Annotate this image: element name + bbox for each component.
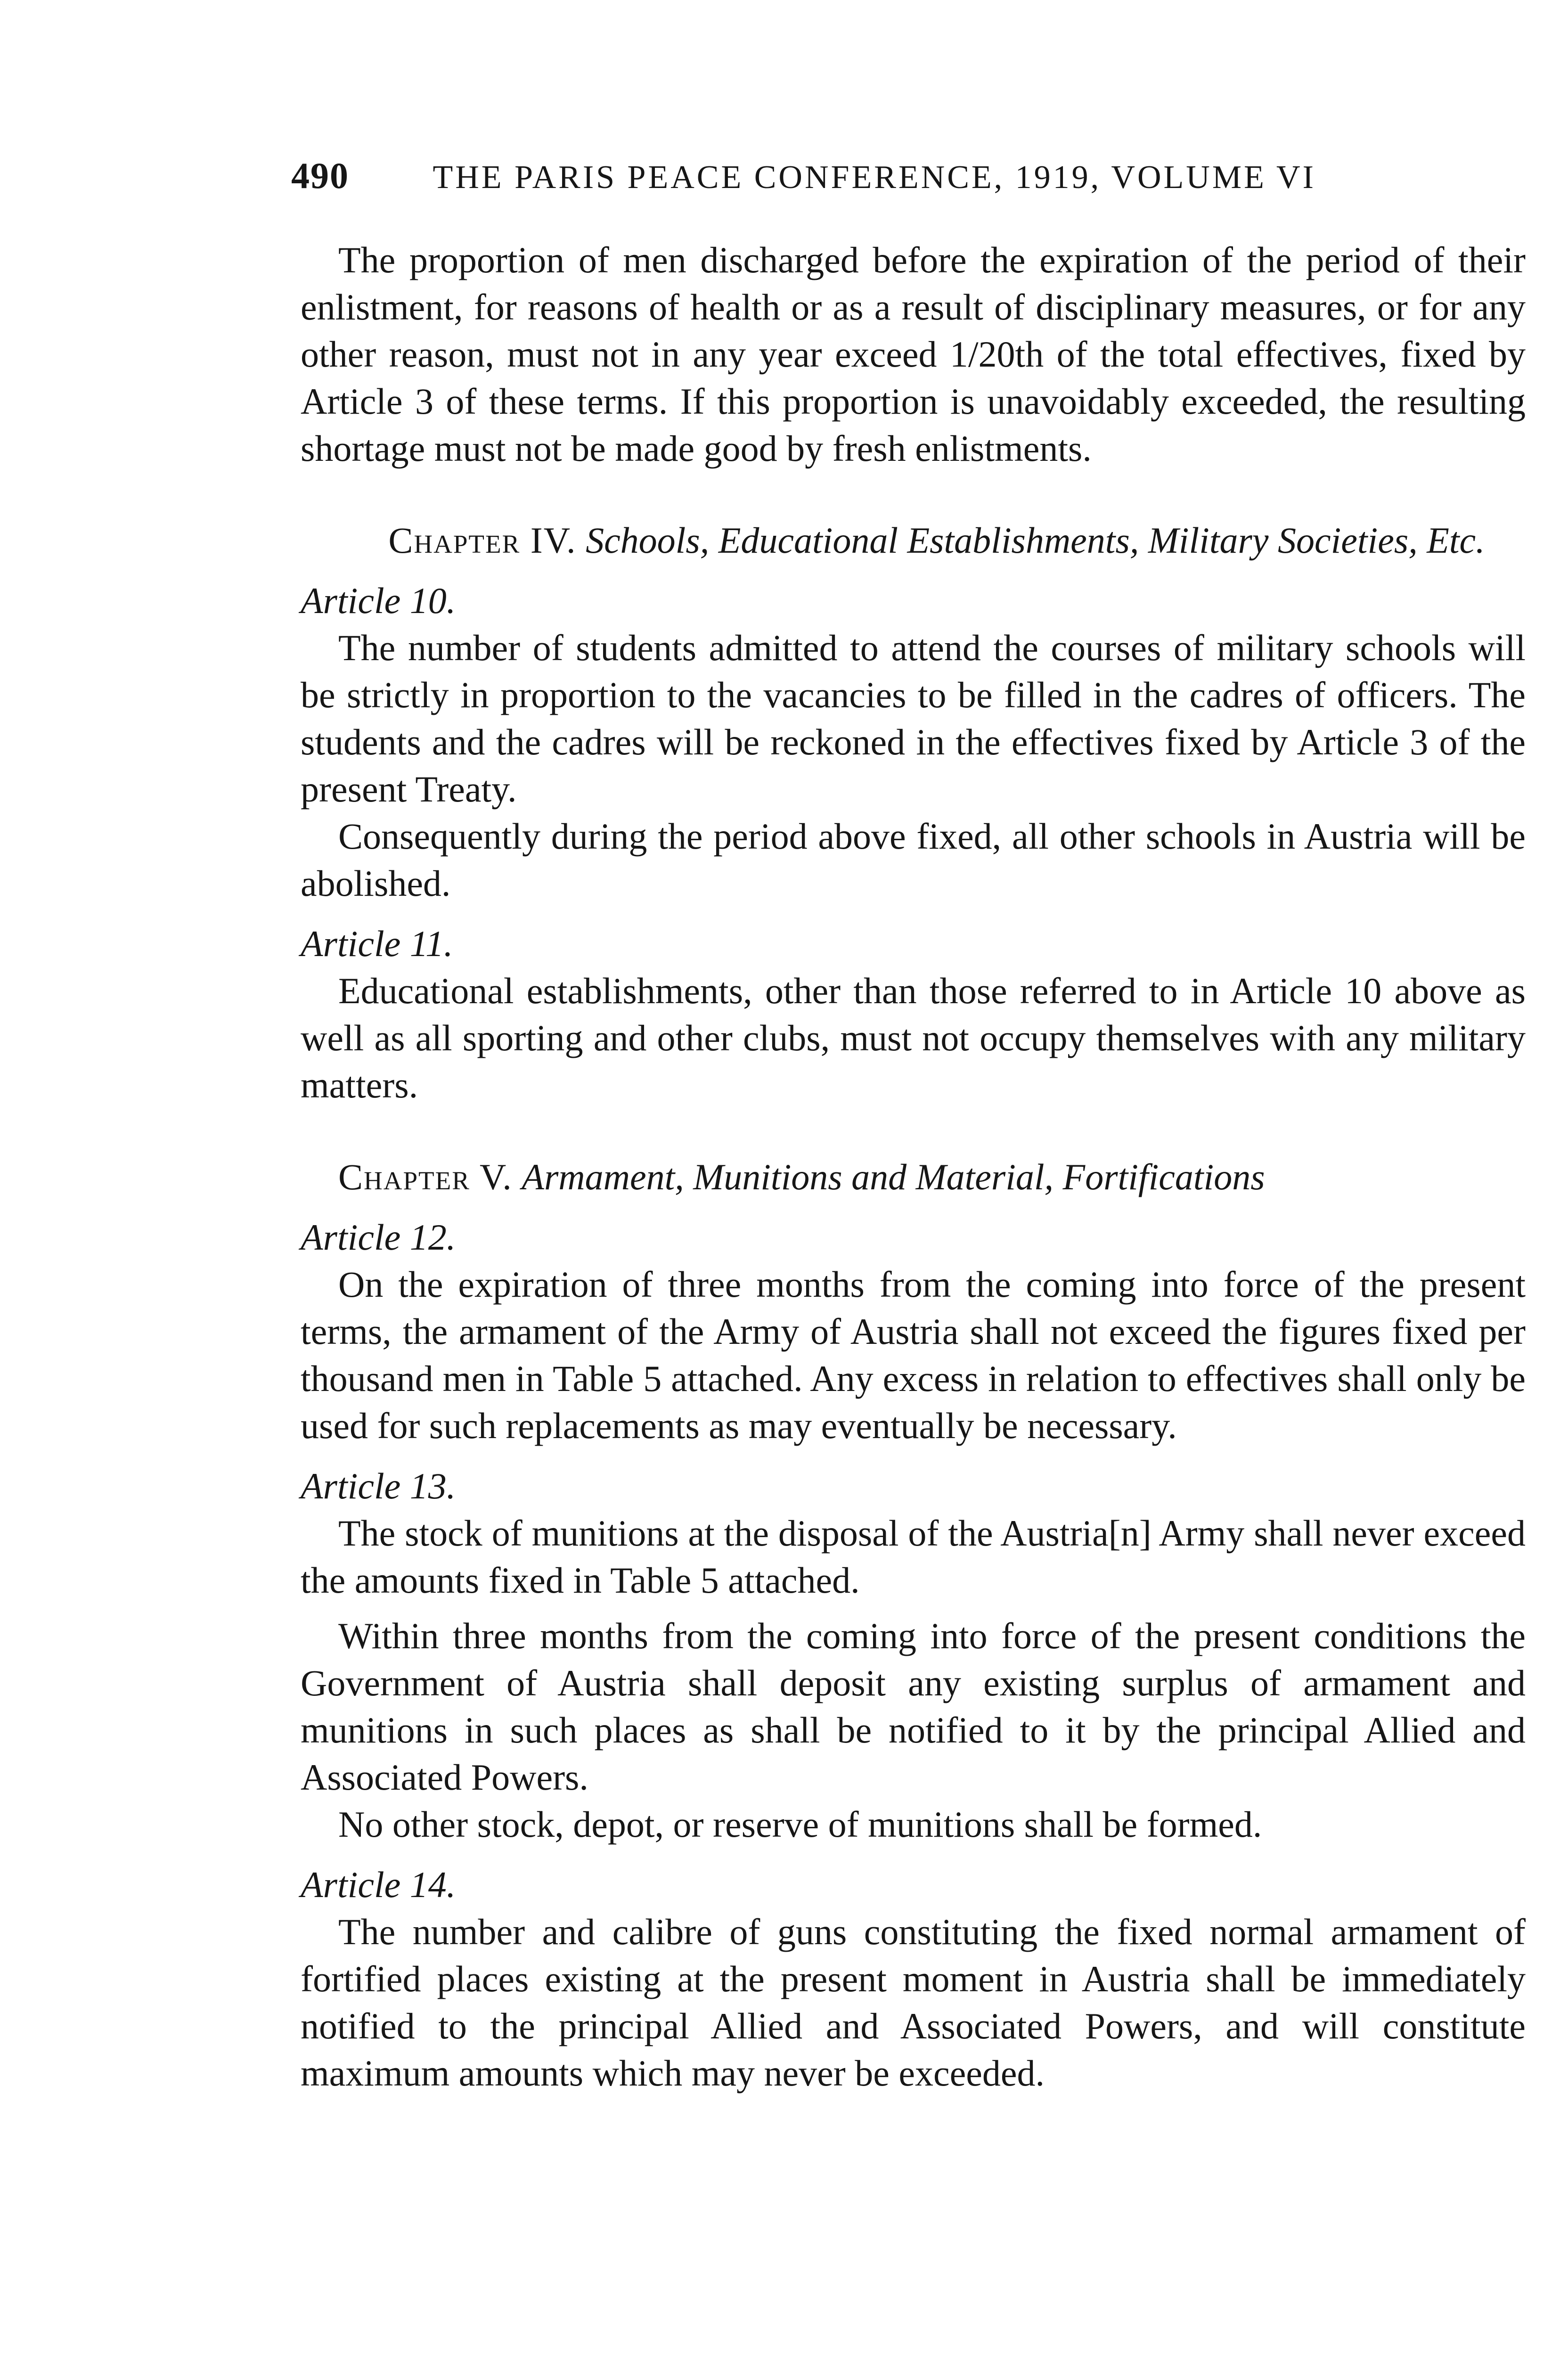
article-10-paragraph-2: Consequently during the period above fixed, all other schools in Austria will be abolished. [301,816,1526,904]
article-11-paragraph-1: Educational establishments, other than those referred to in Article 10 above as well as all sporting and other clubs, must not occupy themselves with any military matters. [301,970,1526,1105]
article-12-heading: Article 12. [301,1217,456,1258]
article-13-paragraph-1: The stock of munitions at the disposal of the Austria[n] Army shall never exceed the amounts fixed in Table 5 attached. [301,1513,1526,1601]
article-13-paragraph-2: Within three months from the coming into force of the present conditions the Government of Austria shall deposit any existing surplus of armament and munitions in such places as shall be notified to it by the principal Allied and Associated Powers. [301,1615,1526,1798]
chapter-4-title: Schools, Educational Establishments, Military Societies, Etc. [586,520,1485,561]
paragraph-intro: The proportion of men discharged before the expiration of the period of their enlistment, for reasons of health or as a result of disciplinary measures, or for any other reason, must not in any year exceed 1/20th of the total effectives, fixed by Article 3 of these terms. If this proportion is unavoidably exceeded, the resulting shortage must not be made good by fresh enlistments. [301,239,1526,469]
article-11-heading: Article 11. [301,923,453,964]
article-14-heading: Article 14. [301,1864,456,1905]
page-header [291,150,1384,202]
article-12-paragraph-1: On the expiration of three months from the coming into force of the present terms, the armament of the Army of Austria shall not exceed the figures fixed per thousand men in Table 5 attached. Any excess in relation to effectives shall only be used for such replacements as may eventually be necessary. [301,1264,1526,1446]
document-body [301,237,1526,2097]
article-13-heading: Article 13. [301,1465,456,1506]
chapter-4-label: Chapter IV. [388,520,577,561]
chapter-5-label: Chapter V. [338,1156,513,1197]
article-14-paragraph-1: The number and calibre of guns constituting the fixed normal armament of fortified places existing at the present moment in Austria shall be immediately notified to the principal Allied and Associated Powers, and will constitute maximum amounts which may never be exceeded. [301,1911,1526,2094]
article-10-heading: Article 10. [301,580,456,621]
article-13-paragraph-3: No other stock, depot, or reserve of munitions shall be formed. [338,1804,1262,1845]
running-title: THE PARIS PEACE CONFERENCE, 1919, VOLUME VI [433,159,1316,196]
article-10-paragraph-1: The number of students admitted to attend the courses of military schools will be strictly in proportion to the vacancies to be filled in the cadres of officers. The students and the cadres will be reckoned in the effectives fixed by Article 3 of the present Treaty. [301,627,1526,810]
page-number: 490 [291,155,349,196]
chapter-4-heading [301,517,1526,564]
chapter-5-title: Armament, Munitions and Material, Fortifications [522,1156,1265,1197]
chapter-5-heading [301,1153,1526,1201]
